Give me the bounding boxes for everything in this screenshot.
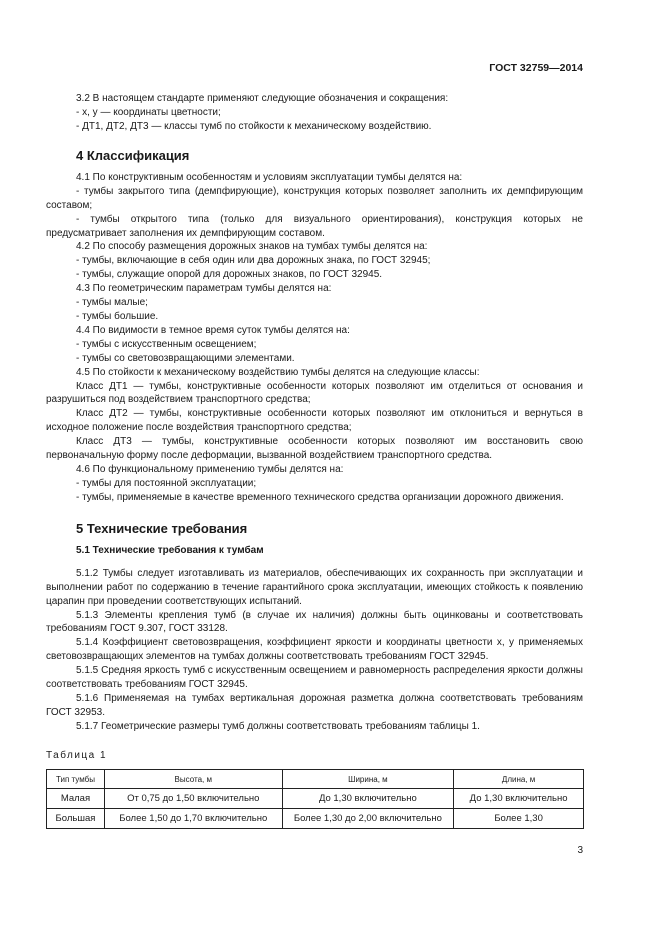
class-definition: Класс ДТ2 — тумбы, конструктивные особенности которых позволяют им отклониться и вернуться в исходное положение после воздействия транспортного средства; — [46, 408, 583, 434]
table-cell: До 1,30 включительно — [454, 789, 584, 809]
list-item: - тумбы, служащие опорой для дорожных знаков, по ГОСТ 32945. — [76, 269, 383, 281]
paragraph: 5.1.6 Применяемая на тумбах вертикальная дорожная разметка должна соответствовать требованиям ГОСТ 32953. — [46, 692, 583, 718]
standard-code: ГОСТ 32759—2014 — [489, 62, 583, 74]
paragraph: 5.1.7 Геометрические размеры тумб должны соответствовать требованиям таблицы 1. — [76, 720, 480, 732]
intro-block — [46, 92, 583, 134]
list-item: - тумбы, включающие в себя один или два дорожных знака, по ГОСТ 32945; — [76, 255, 431, 267]
paragraph: 5.1.3 Элементы крепления тумб (в случае их наличия) должны быть оцинкованы и соответствовать требованиям ГОСТ 9.307, ГОСТ 33128. — [46, 609, 583, 635]
list-item: - тумбы открытого типа (только для визуального ориентирования), конструкция которых не предусматривает заполнения их демпфирующим составом. — [46, 213, 583, 239]
list-item: - тумбы большие. — [76, 310, 159, 322]
list-item: - тумбы малые; — [76, 297, 148, 309]
list-item: - тумбы с искусственным освещением; — [76, 338, 257, 350]
table-1 — [46, 769, 584, 829]
section-title: 4 Классификация — [76, 148, 190, 163]
paragraph: 4.1 По конструктивным особенностям и условиям эксплуатации тумбы делятся на: — [76, 171, 463, 183]
class-definition: Класс ДТ1 — тумбы, конструктивные особенности которых позволяют им отделиться от основания и разрушиться под воздействием транспортного средства; — [46, 380, 583, 406]
column-header: Тип тумбы — [47, 770, 105, 789]
paragraph: 4.4 По видимости в темное время суток тумбы делятся на: — [76, 324, 350, 336]
list-item: - x, y — координаты цветности; — [76, 106, 221, 118]
section-title: 5 Технические требования — [76, 521, 248, 536]
table-row — [47, 809, 584, 829]
section-5 — [46, 522, 583, 734]
table-cell: Более 1,30 до 2,00 включительно — [282, 809, 454, 829]
list-item: - тумбы со световозвращающими элементами. — [76, 352, 295, 364]
table-cell: Более 1,50 до 1,70 включительно — [104, 809, 282, 829]
table-cell: От 0,75 до 1,50 включительно — [104, 789, 282, 809]
list-item: - ДТ1, ДТ2, ДТ3 — классы тумб по стойкости к механическому воздействию. — [76, 120, 432, 132]
page-number: 3 — [577, 845, 583, 856]
table-row — [47, 789, 584, 809]
column-header: Высота, м — [104, 770, 282, 789]
class-definition: Класс ДТ3 — тумбы, конструктивные особенности которых позволяют им восстановить свою первоначальную форму после деформации, вызванной воздействием транспортного средства. — [46, 436, 583, 462]
table-header-row — [47, 770, 584, 789]
table-cell: Большая — [47, 809, 105, 829]
paragraph: 5.1.2 Тумбы следует изготавливать из материалов, обеспечивающих их сохранность при эксплуатации и выполнении работ по содержанию в течение гарантийного срока эксплуатации, имеющих стойкость к появлению царапин при проведении соответствующих испытаний. — [46, 567, 583, 607]
column-header: Ширина, м — [282, 770, 454, 789]
subsection-title: 5.1 Технические требования к тумбам — [76, 544, 264, 556]
paragraph: 4.5 По стойкости к механическому воздействию тумбы делятся на следующие классы: — [76, 366, 480, 378]
column-header: Длина, м — [454, 770, 584, 789]
paragraph: 4.3 По геометрическим параметрам тумбы делятся на: — [76, 283, 332, 295]
paragraph: 4.2 По способу размещения дорожных знаков на тумбах тумбы делятся на: — [76, 241, 428, 253]
paragraph: 5.1.5 Средняя яркость тумб с искусственным освещением и равномерность распределения яркости должны соответствовать требованиям ГОСТ 32945. — [46, 665, 583, 691]
list-item: - тумбы закрытого типа (демпфирующие), конструкция которых позволяет заполнить их демпфирующим составом; — [46, 185, 583, 211]
list-item: - тумбы, применяемые в качестве временного технического средства организации дорожного движения. — [76, 491, 564, 503]
paragraph: 5.1.4 Коэффициент световозвращения, коэффициент яркости и координаты цветности x, y применяемых световозвращающих элементов на тумбах должны соответствовать требованиям ГОСТ 32945. — [46, 637, 583, 663]
list-item: - тумбы для постоянной эксплуатации; — [76, 477, 257, 489]
paragraph: 3.2 В настоящем стандарте применяют следующие обозначения и сокращения: — [76, 93, 449, 104]
table-cell: Более 1,30 — [454, 809, 584, 829]
table-cell: До 1,30 включительно — [282, 789, 454, 809]
table-cell: Малая — [47, 789, 105, 809]
table-title: Таблица 1 — [46, 750, 108, 761]
section-4 — [46, 149, 583, 505]
paragraph: 4.6 По функциональному применению тумбы делятся на: — [76, 463, 344, 475]
